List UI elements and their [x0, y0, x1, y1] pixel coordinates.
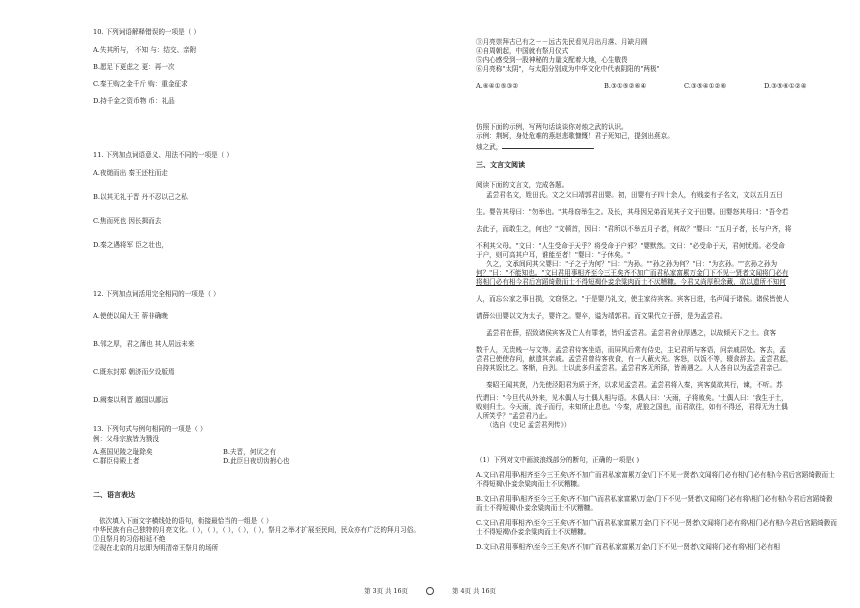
option-d: D.文曰\君用事相齐\至今三王矣\齐不加广而君私家富累万金\门下不见一贤者\文闻将门必有将\相门必有相 [476, 543, 781, 551]
passage-line: 于户，则可高其户耳，谁能至者！"婴曰："子休矣。" [476, 251, 631, 259]
option-d: D.阙秦以利晋 越国以鄙远 [93, 396, 169, 404]
passage-line: 败则归土。今天雨，流子而行，未知所止息也。'今秦，虎狼之国也，而君欲往，如有不得还，君得无为土偶 [476, 403, 788, 411]
passage-line: 数千人，无贵贱一与文等。孟尝君待客坐语，而屏风后常有侍史，主记君所与客语，问亲戚居处。客去，孟 [476, 346, 786, 354]
question-16 [476, 456, 838, 552]
passage-intro: 阅读下面的文言文，完成各题。 [476, 181, 569, 189]
passage-line: 人，而忘公家之事日损，文窃怪之。"于是婴乃礼文，使主家待宾客。宾客日进，名声闻于诸侯。诸侯皆使人 [476, 295, 789, 303]
section-heading-classical: 三、文言文阅读 [476, 160, 525, 169]
question-10 [93, 28, 200, 106]
page-number-left: 第 3页 共 16页 [364, 587, 408, 595]
option-a: A.文曰\君用事\相齐至今三王矣\齐不加广而君私家富累万金\门下不见一贤者\文闻将门必有相\门必有相\今君后宫蹈绮縠而士不得短褐\仆妾余粱肉而士不厌糟糠。 [476, 471, 835, 488]
question-11 [93, 151, 233, 250]
item-2: ②现在北京的月坛即为明清帝王祭月的场所 [93, 544, 219, 552]
question-12 [93, 290, 220, 405]
option-a: A.失其所与， 不知 与：结交、亲附 [93, 46, 197, 54]
options-row-1 [93, 448, 290, 457]
question-stem: 12. 下列加点词活用完全相同的一项是（ ） [93, 290, 220, 298]
right-page [430, 0, 860, 608]
option-a: A.⑥④①⑤③② [476, 82, 519, 90]
answer-blank[interactable] [502, 141, 594, 149]
item-5: ⑤内心感受到一股神秘的力量支配着大地，心生敬畏 [476, 56, 628, 64]
question-stem: 11. 下列加点词语意义、用法不同的一项是（ ） [93, 151, 233, 159]
option-c: C.既东封郑 朝济而夕设版焉 [93, 368, 175, 376]
passage-source: （选自《史记 孟尝君列传》） [486, 421, 571, 429]
passage-line: 秦昭王闻其贤，乃先使泾阳君为质于齐，以求见孟尝君。孟尝君将入秦，宾客莫欲其行，谏，不听。苏 [486, 381, 783, 389]
option-a: A.使使以闻大王 蒂非确晚 [93, 312, 168, 320]
option-b: B.③①⑤②⑥④ [604, 82, 647, 90]
option-b: B.邻之厚，君之薄也 其人居远未来 [93, 340, 195, 348]
question-stem: 13. 下列句式与例句相同的一项是（ ） [93, 425, 207, 433]
passage-line: 请薛公田婴以文为太子，婴许之。婴卒，谥为靖郭君。而文果代立于薛，是为孟尝君。 [476, 312, 727, 320]
option-a: A.燕国见陵之耻除矣 [93, 448, 153, 456]
option-b: B.愿足下更虑之 更：再一次 [93, 63, 175, 71]
question-stem: 依次填入下面文字横线处的语句，衔接最恰当的一组是（ ） [99, 517, 273, 525]
passage-line: 去此子，而敢生之，何也？"文顿首，因曰："君所以不举五月子者，何故？"婴曰："五月子者，长与户齐，将 [476, 225, 792, 233]
item-6: ⑥月亮称"太阴"，与太阳分别成为中华文化中代表阴阳的"两极" [476, 65, 660, 73]
question-14 [93, 517, 420, 553]
question-stem: 10. 下列词语解释错误的一项是（ ） [93, 28, 200, 36]
passage-line-wavy: 何？"曰："不能知也。"文曰君用事相齐至今三王矣齐不加广而君私家富累万金门下不见一贤者文闻将门必有 [476, 269, 789, 277]
option-c: C.焦而死也 因长揖而去 [93, 217, 162, 225]
item-3: ③月亮崇拜古已有之－－远古先民看见月出月落、月缺月圆 [476, 38, 648, 46]
question-stem: （1）下列对文中画波浪线部分的断句，正确的一项是( ) [476, 456, 640, 464]
classical-passage [476, 181, 838, 430]
answer-line [476, 141, 674, 152]
passage-line: 代谓曰："今旦代从外来，见木偶人与土偶人相与语。木偶人曰：'天雨，子将败矣。'土偶人曰：'我生于土， [476, 394, 788, 402]
section-heading-language: 二、语言表达 [93, 490, 135, 499]
passage-line: 自持其饭比之。客惭，自刭。士以此多归孟尝君。孟尝君客无所择，皆善遇之。人人各自以为孟尝君亲己。 [476, 364, 786, 372]
passage-line: 久之，文承间问其父婴曰："子之子为何？"曰："为孙。""孙之孙为何？"曰："为玄孙。""玄孙之孙为 [486, 260, 778, 268]
option-d: D.持千金之资币物 币：礼品 [93, 97, 175, 105]
option-d: D.秦之遇将军 臣之壮也， [93, 241, 169, 249]
passage-line: 孟尝君在薛，招致诸侯宾客及亡人有罪者，皆归孟尝君。孟尝君舍业厚遇之，以故倾天下之士。食客 [486, 329, 777, 337]
option-b: B.夫晋，何厌之有 [223, 448, 277, 456]
question-13 [93, 425, 290, 466]
question-stem: 仿照下面的示例，写两句话谈谈你对烛之武的认识。 [476, 123, 628, 131]
option-d: D.③⑤⑥①②④ [764, 82, 807, 90]
option-c: C.秦王购之金千斤 购：重金征求 [93, 80, 188, 88]
passage-line: 人所笑乎？"孟尝君乃止。 [476, 412, 552, 420]
passage-line-wavy: 将相门必有相今君后宫蹈绮縠而士不得短褐仆妾余粱肉而士不厌糟糠。今君又尚厚积余藏，欲以遗所不知何 [476, 278, 786, 286]
passage-line: 尝君已使使存问，献遗其亲戚。孟尝君曾待客夜食，有一人蔽火光。客怒，以饭不等，辍食辞去。孟尝君起， [476, 355, 793, 363]
item-1: ①且祭月的习俗相延不绝 [93, 535, 166, 543]
question-14-continued [476, 38, 807, 91]
options-row [476, 82, 807, 91]
example-text: 示例：荆轲，身处危难的燕赵悲歌慷慨！君子死知己，提剑出燕京。 [476, 132, 674, 140]
example-sentence: 例：父母宗族皆为戮没 [93, 435, 159, 443]
answer-prompt: 烛之武， [476, 143, 503, 151]
option-b: B.以其无礼于晋 丹不忍以己之私 [93, 193, 188, 201]
page-number-right: 第 4页 共 16页 [452, 587, 496, 595]
option-d: D.此臣日夜切齿拊心也 [223, 457, 290, 465]
circle-icon [426, 587, 434, 595]
page-footer [0, 586, 860, 595]
passage-line: 孟尝君名文，姓田氏。文之父曰靖郭君田婴。初，田婴有子四十余人，有贱妾有子名文，文以五月五日 [486, 191, 783, 199]
question-15 [476, 123, 674, 152]
item-4: ④自周朝起，中国就有祭月仪式 [476, 47, 569, 55]
option-a: A.夜缒而出 秦王还柱而走 [93, 169, 168, 177]
option-c: C.③⑤④①②⑥ [684, 82, 727, 90]
option-c: C.群臣侍殿上者 [93, 457, 140, 465]
options-row-2 [93, 457, 290, 466]
option-b: B.文曰\君用事\相齐至今三王矣\齐不加广\而君私家富累\万金\门下不见一贤者\文闻将门必有将\相门必有相\今君后宫蹈绮縠而士不得短褐\仆妾余粱肉而士不厌糟糠。 [476, 495, 833, 512]
passage-line: 不利其父母。"文曰："人生受命于天乎？将受命于户邪？"婴默然。文曰："必受命于天，君何忧焉。必受命 [476, 242, 785, 250]
passage-line: 生。婴告其母曰："勿举也。"其母窃举生之。及长，其母因兄弟而见其子文于田婴。田婴怒其母曰："吾令若 [476, 208, 789, 216]
question-text: 中华民族有自己独特的月亮文化。（ ），（ ），（ ），（ ），（ ），祭月之举才扩展至民间，民众亦有广泛的拜月习俗。 [93, 526, 420, 534]
option-c: C.文曰\君用事相齐\至今三王矣\齐不加广\而君私家富累万金\门下不见一贤者\文闻将门必有将\相门必有相\今君后宫蹈绮縠而士不得短褐\仆妾余粱肉而士不厌糟糠。 [476, 519, 837, 536]
